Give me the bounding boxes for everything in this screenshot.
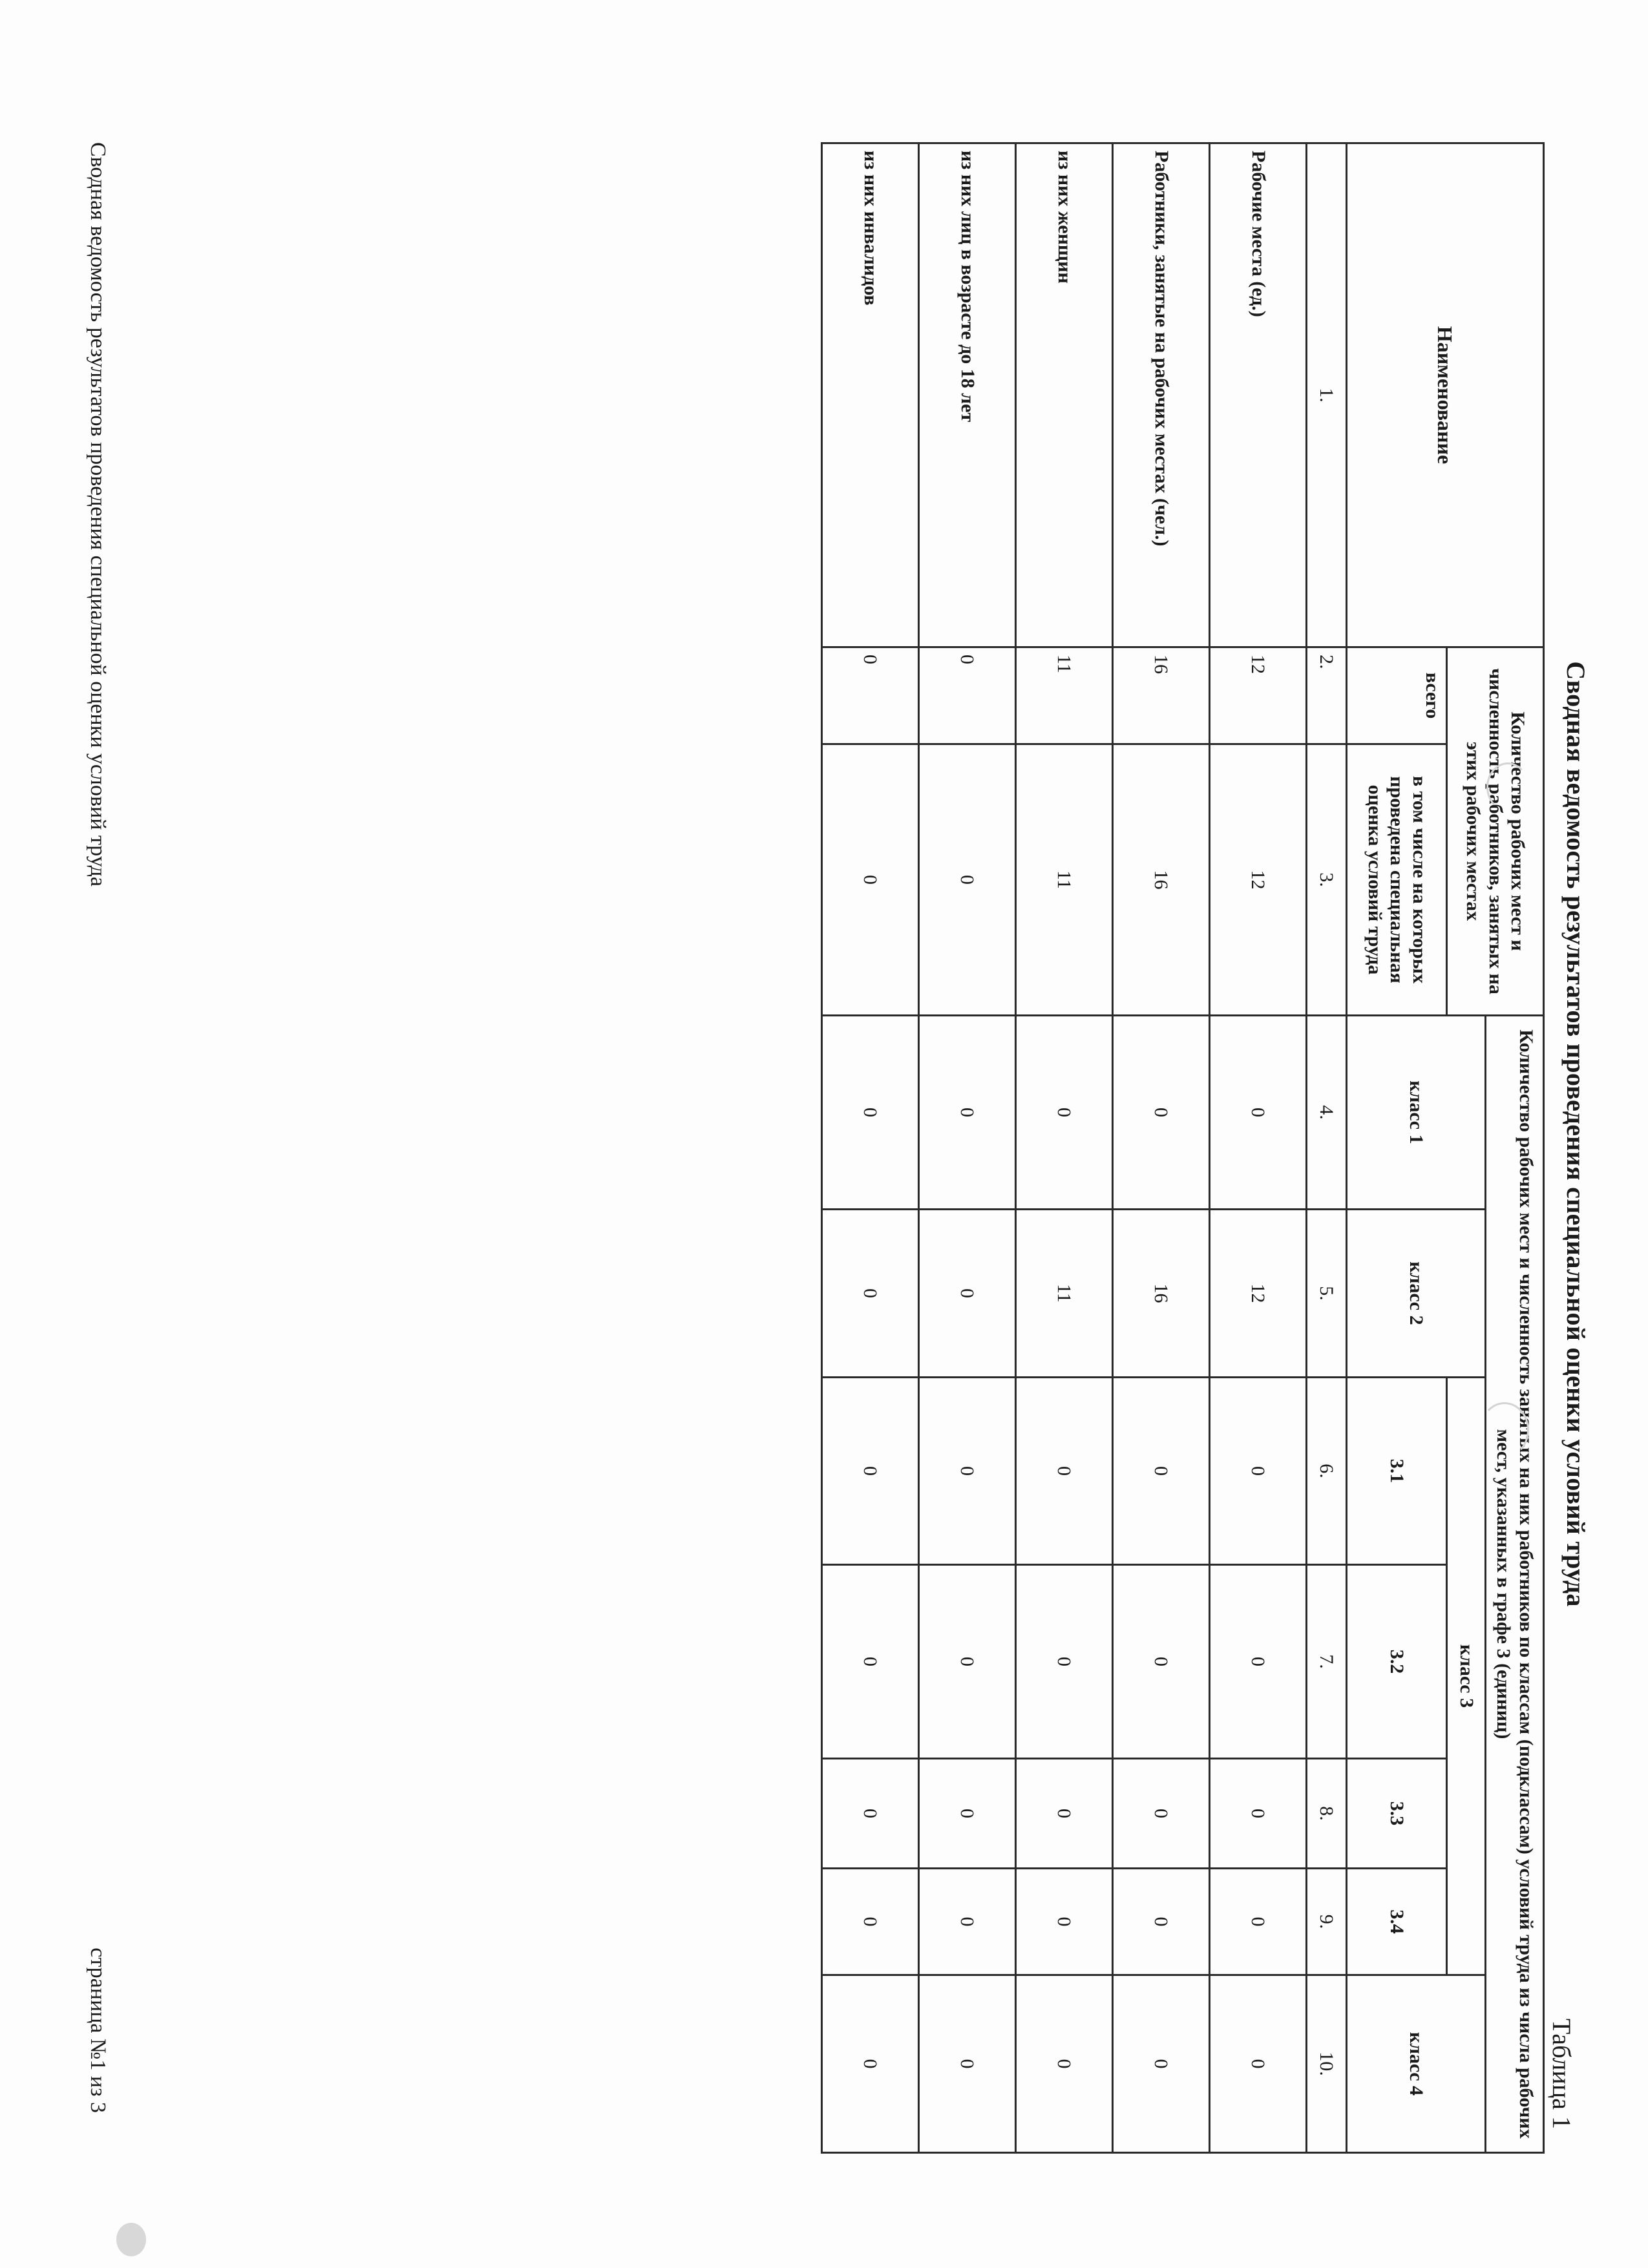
cell-value: 0: [822, 1210, 919, 1378]
cell-value: 0: [1113, 1378, 1210, 1565]
table-row: [1113, 143, 1210, 2153]
cell-value: 11: [1016, 744, 1113, 1016]
cell-value: 0: [1113, 1975, 1210, 2153]
cell-value: 12: [1210, 1210, 1307, 1378]
cell-value: 0: [919, 1016, 1016, 1210]
cell-value: 0: [1210, 1378, 1307, 1565]
column-number: 9.: [1307, 1869, 1347, 1975]
column-number: 8.: [1307, 1759, 1347, 1869]
row-name: из них женщин: [1016, 143, 1113, 647]
cell-value: 0: [1016, 1378, 1113, 1565]
header-class3: класс 3: [1447, 1378, 1486, 1975]
cell-value: 0: [822, 1378, 919, 1565]
row-name: Работники, занятые на рабочих местах (чел.): [1113, 143, 1210, 647]
header-c32: 3.2: [1347, 1565, 1447, 1759]
cell-value: 0: [1210, 1975, 1307, 2153]
cell-value: 11: [1016, 647, 1113, 744]
cell-value: 12: [1210, 744, 1307, 1016]
row-name: из них инвалидов: [822, 143, 919, 647]
column-number: 10.: [1307, 1975, 1347, 2153]
header-assessed: в том числе на которых проведена специальная оценка условий труда: [1347, 744, 1447, 1016]
cell-value: 0: [1016, 1869, 1113, 1975]
scan-artifact: [116, 2223, 146, 2256]
cell-value: 0: [1016, 1016, 1113, 1210]
header-c34: 3.4: [1347, 1869, 1447, 1975]
cell-value: 0: [919, 1975, 1016, 2153]
row-name: Рабочие места (ед.): [1210, 143, 1307, 647]
cell-value: 16: [1113, 1210, 1210, 1378]
table-row: [1016, 143, 1113, 2153]
header-name: Наименование: [1347, 143, 1544, 647]
cell-value: 0: [822, 1869, 919, 1975]
table-row: [1210, 143, 1307, 2153]
cell-value: 0: [919, 647, 1016, 744]
summary-table: [821, 142, 1545, 2154]
column-number: 4.: [1307, 1016, 1347, 1210]
cell-value: 0: [1210, 1869, 1307, 1975]
cell-value: 0: [919, 744, 1016, 1016]
scan-artifact: [1480, 1402, 1529, 1458]
cell-value: 0: [1016, 1759, 1113, 1869]
table-label: Таблица 1: [1547, 2018, 1576, 2129]
column-number: 2.: [1307, 647, 1347, 744]
cell-value: 0: [1016, 1975, 1113, 2153]
column-number: 3.: [1307, 744, 1347, 1016]
cell-value: 0: [919, 1759, 1016, 1869]
cell-value: 0: [822, 1565, 919, 1759]
cell-value: 12: [1210, 647, 1307, 744]
cell-value: 0: [919, 1378, 1016, 1565]
column-number: 1.: [1307, 143, 1347, 647]
scan-artifact: [1486, 762, 1529, 812]
header-classes-group: Количество рабочих мест и численность занятых на них работников по классам (подклассам) условий труда из числа рабочих мест, указанных в графе 3 (единиц): [1486, 1016, 1544, 2153]
header-total: всего: [1347, 647, 1447, 744]
cell-value: 0: [822, 1016, 919, 1210]
document-title: Сводная ведомость результатов проведения специальной оценки условий труда: [1561, 661, 1590, 1607]
cell-value: 0: [1113, 1016, 1210, 1210]
table-row: [822, 143, 919, 2153]
cell-value: 0: [1113, 1869, 1210, 1975]
cell-value: 0: [1210, 1759, 1307, 1869]
column-number: 7.: [1307, 1565, 1347, 1759]
header-workplaces-group: Количество рабочих мест и численность работников, занятых на этих рабочих местах: [1447, 647, 1544, 1016]
header-c33: 3.3: [1347, 1759, 1447, 1869]
cell-value: 0: [822, 647, 919, 744]
table-row: [919, 143, 1016, 2153]
cell-value: 0: [822, 1759, 919, 1869]
row-name: из них лиц в возрасте до 18 лет: [919, 143, 1016, 647]
cell-value: 0: [822, 1975, 919, 2153]
header-class1: класс 1: [1347, 1016, 1486, 1210]
cell-value: 0: [822, 744, 919, 1016]
column-number: 6.: [1307, 1378, 1347, 1565]
header-class2: класс 2: [1347, 1210, 1486, 1378]
cell-value: 0: [1210, 1016, 1307, 1210]
header-c31: 3.1: [1347, 1378, 1447, 1565]
cell-value: 11: [1016, 1210, 1113, 1378]
cell-value: 0: [919, 1869, 1016, 1975]
cell-value: 0: [1016, 1565, 1113, 1759]
page-number: страница №1 из 3: [86, 1948, 110, 2113]
cell-value: 0: [1210, 1565, 1307, 1759]
cell-value: 0: [1113, 1565, 1210, 1759]
footer-document-title: Сводная ведомость результатов проведения специальной оценки условий труда: [86, 142, 110, 887]
header-class4: класс 4: [1347, 1975, 1486, 2153]
cell-value: 0: [1113, 1759, 1210, 1869]
column-number: 5.: [1307, 1210, 1347, 1378]
cell-value: 16: [1113, 647, 1210, 744]
cell-value: 16: [1113, 744, 1210, 1016]
cell-value: 0: [919, 1210, 1016, 1378]
cell-value: 0: [919, 1565, 1016, 1759]
